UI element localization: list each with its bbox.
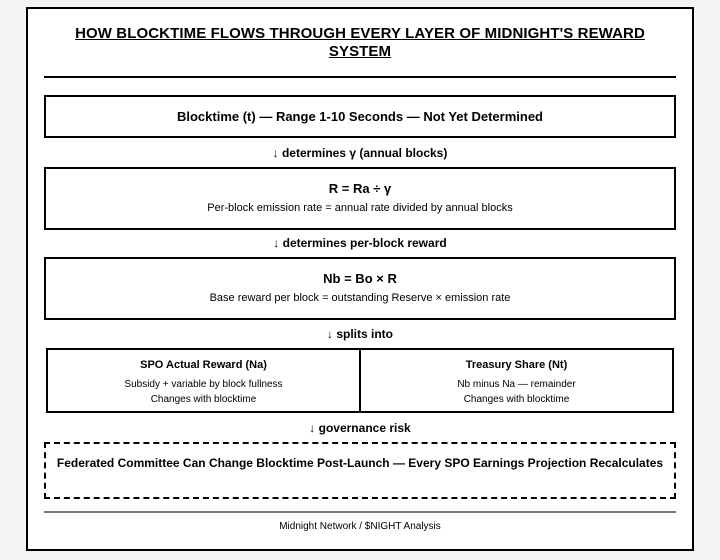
title-divider [44, 76, 676, 78]
spo-reward-node [48, 350, 359, 411]
flow-arrow-splits-into: ↓ splits into [327, 327, 393, 341]
base-reward-formula: Nb = Bo × R [323, 271, 397, 286]
blocktime-node-label: Blocktime (t) — Range 1-10 Seconds — Not Yet Determined [176, 109, 543, 124]
governance-risk-label: Federated Committee Can Change Blocktime Post-Launch — Every SPO Earnings Projection Recalculates [56, 456, 664, 470]
base-reward-node [44, 257, 676, 320]
base-reward-description: Base reward per block = outstanding Reserve × emission rate [209, 292, 511, 304]
spo-reward-title: SPO Actual Reward (Na) [140, 359, 267, 371]
flow-arrow-annual-blocks: ↓ determines γ (annual blocks) [272, 146, 448, 160]
diagram-card [26, 7, 694, 551]
flow-arrow-per-block-reward: ↓ determines per-block reward [273, 236, 447, 250]
spo-reward-line: Subsidy + variable by block fullness [124, 379, 283, 390]
treasury-share-line: Changes with blocktime [463, 394, 570, 405]
emission-rate-description: Per-block emission rate = annual rate divided by annual blocks [207, 202, 513, 214]
flow-arrow-governance-risk: ↓ governance risk [309, 421, 411, 435]
blocktime-node [44, 95, 676, 138]
treasury-share-line: Nb minus Na — remainder [457, 379, 576, 390]
emission-rate-node [44, 167, 676, 230]
footer-credit: Midnight Network / $NIGHT Analysis [279, 521, 441, 532]
treasury-share-title: Treasury Share (Nt) [465, 359, 568, 371]
spo-reward-line: Changes with blocktime [150, 394, 257, 405]
diagram-title: HOW BLOCKTIME FLOWS THROUGH EVERY LAYER OF MIDNIGHT'S REWARD SYSTEM [75, 25, 645, 60]
governance-risk-node [44, 442, 676, 499]
treasury-share-node [359, 350, 672, 411]
footer-divider [44, 511, 676, 513]
reward-split-row [46, 348, 674, 413]
emission-rate-formula: R = Ra ÷ γ [328, 181, 392, 196]
